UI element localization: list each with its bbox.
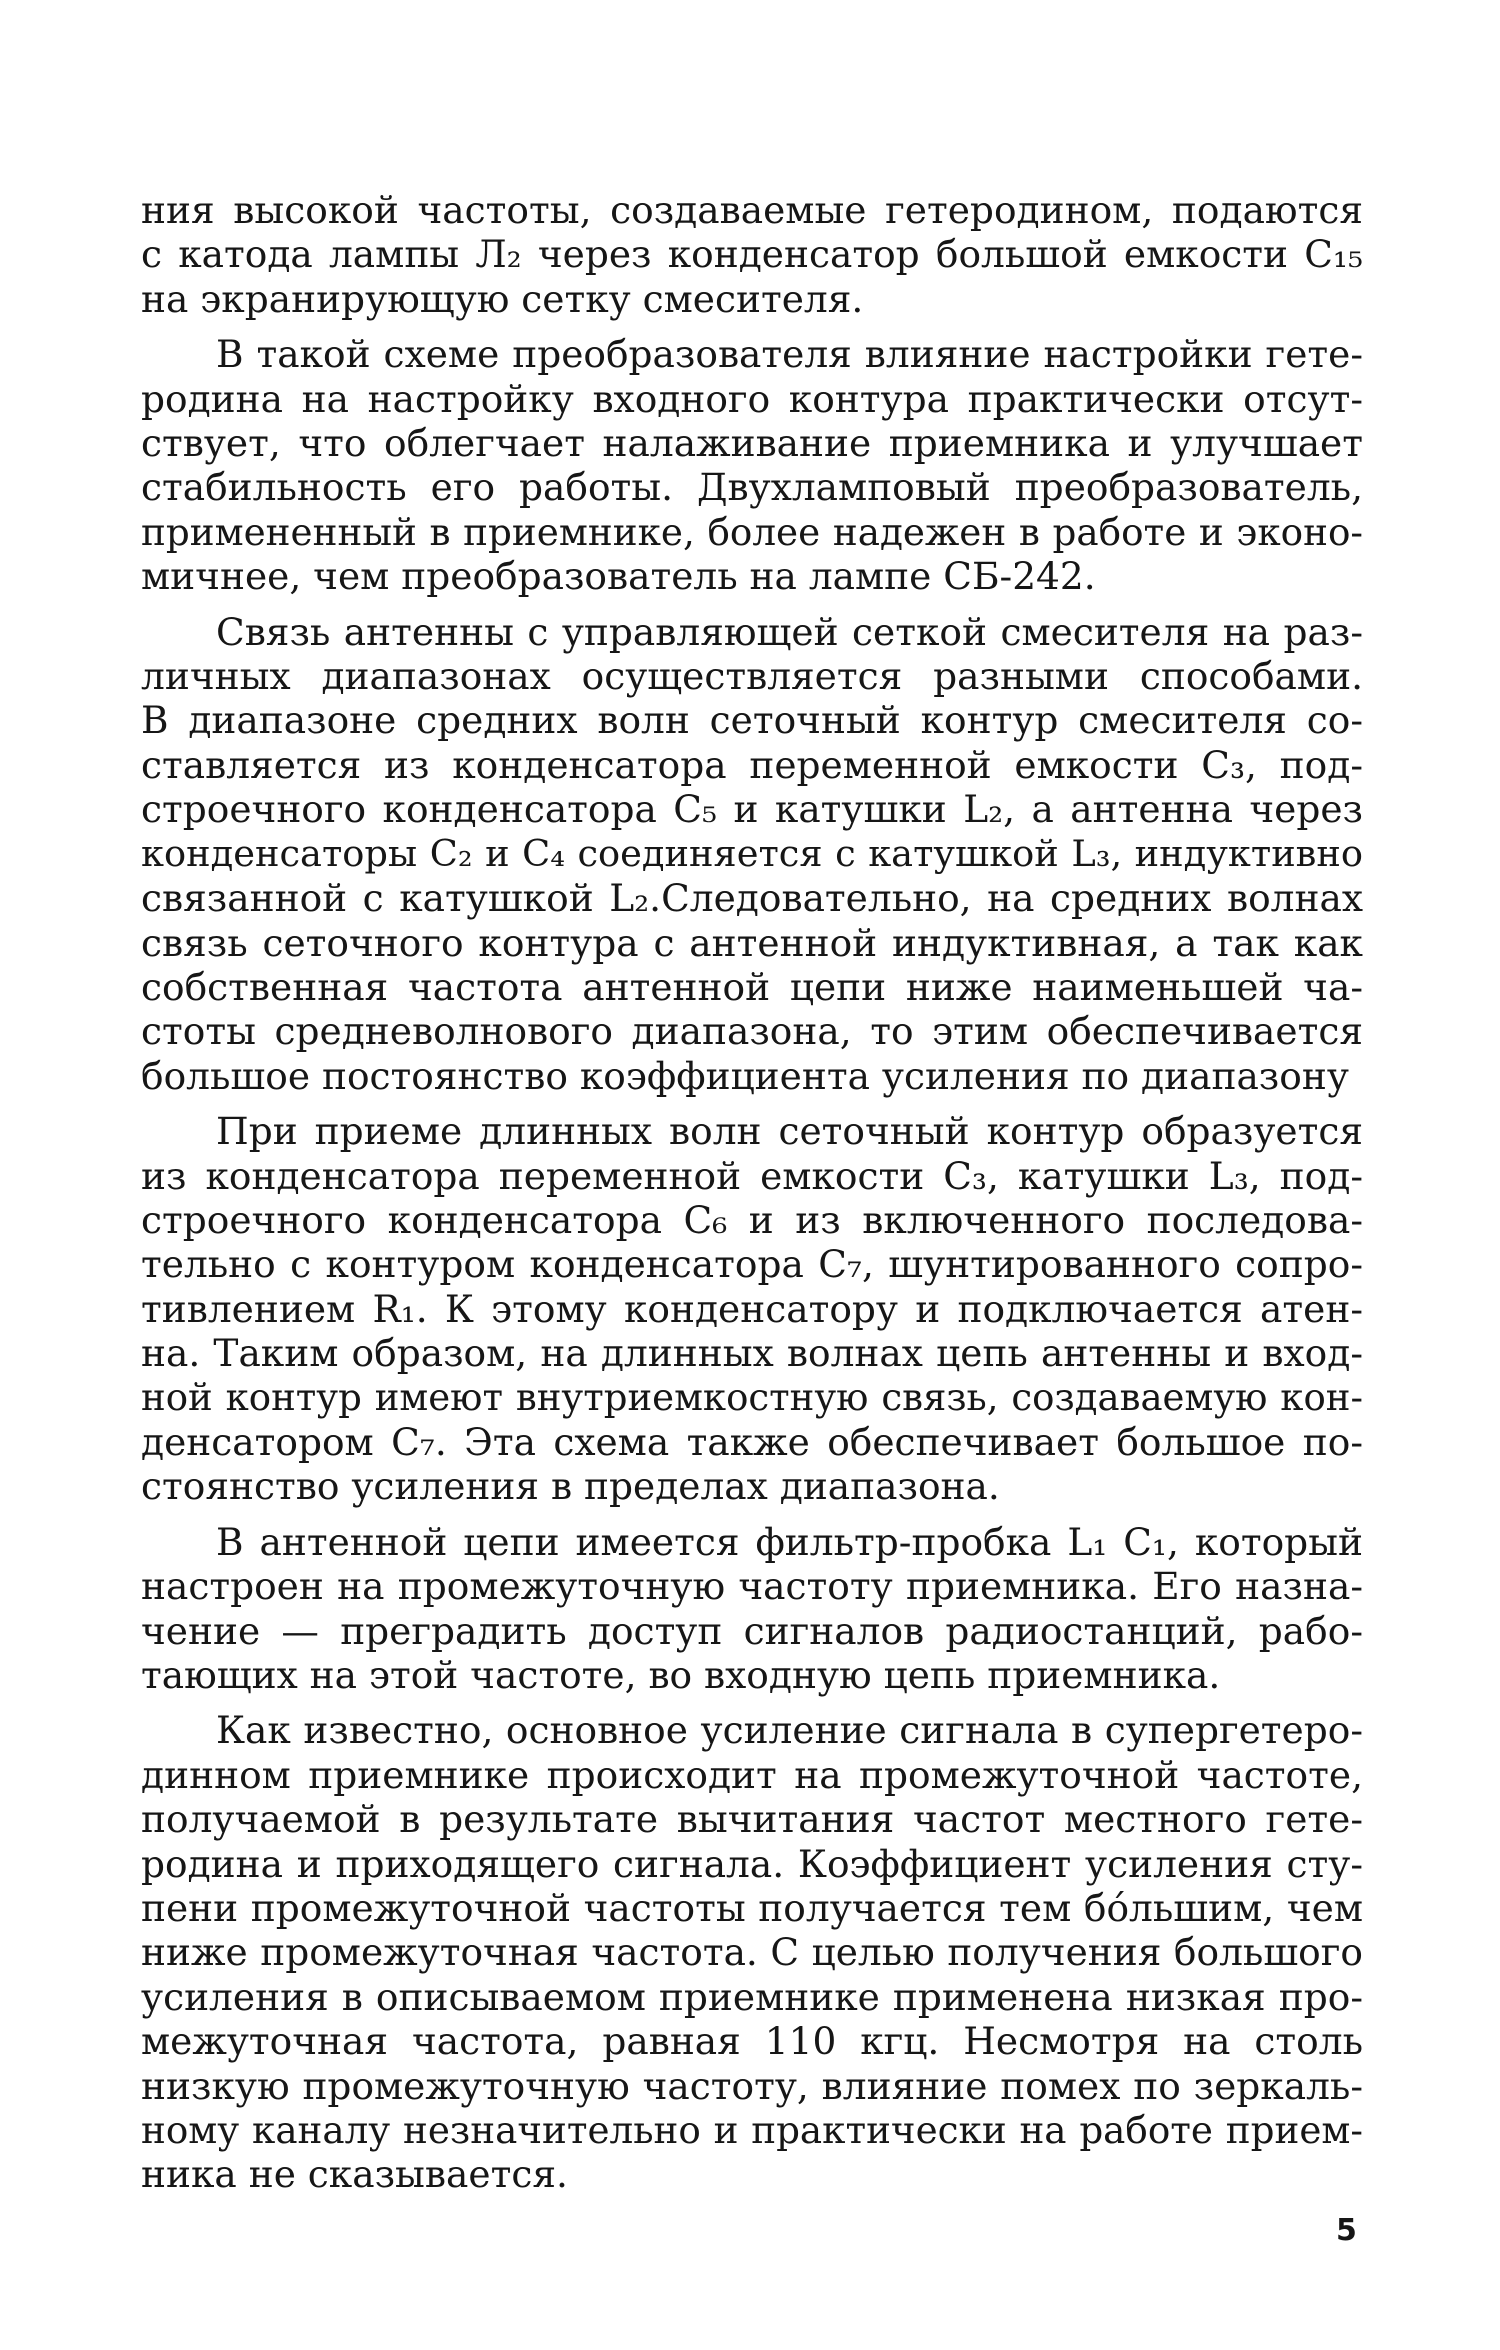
text-line: ника не сказывается. (141, 2152, 568, 2197)
text-line: пени промежуточной частоты получается тем бо́льшим, чем (141, 1886, 1363, 1931)
text-line: получаемой в результате вычитания частот местного гете- (141, 1797, 1363, 1842)
text-line: тивлением R₁. К этому конденсатору и подключается атен- (141, 1286, 1363, 1331)
page-number: 5 (1336, 2213, 1357, 2248)
text-line: Связь антенны с управляющей сеткой смесителя на раз- (216, 609, 1363, 654)
text-line: собственная частота антенной цепи ниже наименьшей ча- (141, 964, 1363, 1009)
text-line: с катода лампы Л₂ через конденсатор большой емкости C₁₅ (141, 232, 1363, 277)
text-line: В диапазоне средних волн сеточный контур смесителя со- (141, 698, 1363, 743)
paragraph-3 (141, 610, 1363, 1098)
text-line: связь сеточного контура с антенной индуктивная, а так как (141, 920, 1363, 965)
text-line: низкую промежуточную частоту, влияние помех по зеркаль- (141, 2063, 1363, 2108)
text-line: тельно с контуром конденсатора C₇, шунтированного сопро- (141, 1242, 1363, 1287)
text-line: стабильность его работы. Двухламповый преобразователь, (141, 465, 1363, 510)
page-text (141, 188, 1363, 2208)
text-line: денсатором C₇. Эта схема также обеспечивает большое по- (141, 1419, 1363, 1464)
paragraph-6 (141, 1708, 1363, 2196)
paragraph-1 (141, 188, 1363, 321)
text-line: ной контур имеют внутриемкостную связь, создаваемую кон- (141, 1375, 1363, 1419)
text-line: усиления в описываемом приемнике применена низкая про- (141, 1974, 1363, 2019)
text-line: личных диапазонах осуществляется разными способами. (141, 654, 1363, 699)
text-line: конденсаторы C₂ и C₄ соединяется с катушкой L₃, индуктивно (141, 831, 1363, 875)
text-line: тающих на этой частоте, во входную цепь приемника. (141, 1653, 1221, 1697)
text-line: большое постоянство коэффициента усиления по диапазону (141, 1053, 1349, 1098)
text-line: родина и приходящего сигнала. Коэффициент усиления сту- (141, 1841, 1363, 1886)
paragraph-2 (141, 332, 1363, 598)
paragraph-4 (141, 1109, 1363, 1509)
text-line: динном приемнике происходит на промежуточной частоте, (141, 1752, 1363, 1797)
text-line: ному каналу незначительно и практически на работе прием- (141, 2108, 1363, 2153)
text-line: связанной с катушкой L₂.Следовательно, на средних волнах (141, 876, 1363, 921)
text-line: на. Таким образом, на длинных волнах цепь антенны и вход- (141, 1331, 1363, 1376)
text-line: на экранирующую сетку смесителя. (141, 276, 864, 321)
text-line: настроен на промежуточную частоту приемника. Его назна- (141, 1564, 1363, 1609)
text-line: ниже промежуточная частота. С целью получения большого (141, 1930, 1363, 1975)
text-line: При приеме длинных волн сеточный контур образуется (216, 1109, 1363, 1154)
text-line: межуточная частота, равная 110 кгц. Несмотря на столь (141, 2019, 1363, 2064)
text-line: В антенной цепи имеется фильтр-пробка L₁ C₁, который (216, 1519, 1363, 1564)
text-line: чение — преградить доступ сигналов радиостанций, рабо- (141, 1608, 1363, 1653)
text-line: ния высокой частоты, создаваемые гетеродином, подаются (141, 188, 1363, 232)
text-line: стоты средневолнового диапазона, то этим обеспечивается (141, 1009, 1363, 1054)
text-line: стоянство усиления в пределах диапазона. (141, 1464, 1000, 1509)
paragraph-5 (141, 1520, 1363, 1698)
text-line: ставляется из конденсатора переменной емкости C₃, под- (141, 742, 1363, 787)
text-line: Как известно, основное усиление сигнала в супергетеро- (216, 1708, 1363, 1753)
text-line: мичнее, чем преобразователь на лампе СБ-242. (141, 554, 1096, 599)
text-line: строечного конденсатора C₆ и из включенного последова- (141, 1197, 1363, 1242)
text-line: родина на настройку входного контура практически отсут- (141, 376, 1363, 421)
text-line: строечного конденсатора C₅ и катушки L₂, а антенна через (141, 787, 1363, 832)
text-line: ствует, что облегчает налаживание приемника и улучшает (141, 421, 1363, 466)
text-line: примененный в приемнике, более надежен в работе и эконо- (141, 509, 1363, 554)
text-line: из конденсатора переменной емкости C₃, катушки L₃, под- (141, 1153, 1363, 1198)
text-line: В такой схеме преобразователя влияние настройки гете- (216, 332, 1363, 377)
